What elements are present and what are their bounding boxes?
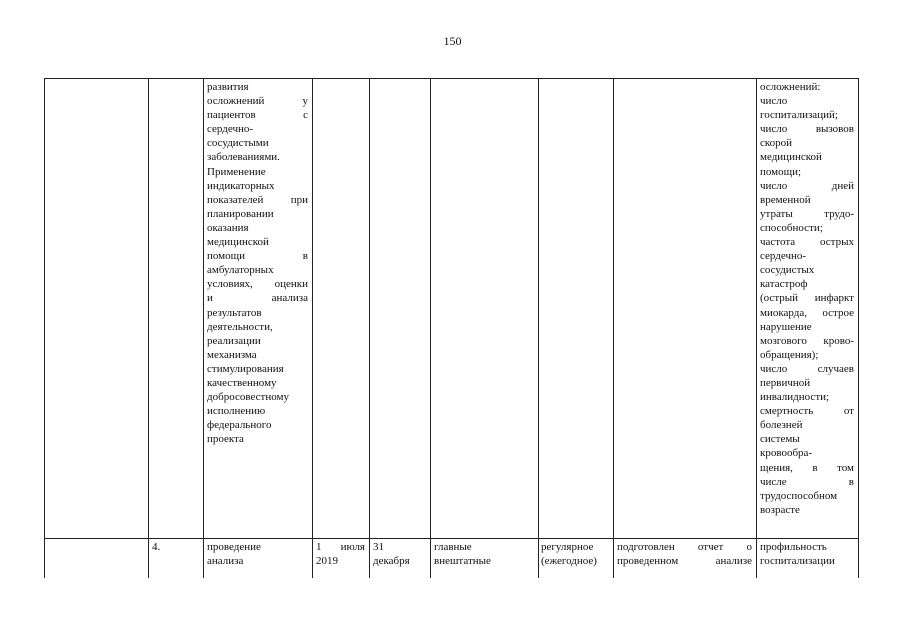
col-border-5 <box>430 78 431 578</box>
word: анализа <box>271 292 308 305</box>
col-border-right <box>858 78 859 578</box>
text-line <box>760 432 854 446</box>
word: от <box>843 405 854 418</box>
word: главные <box>434 541 472 553</box>
word: сосудистыми <box>207 137 269 150</box>
word: Применение <box>207 165 266 178</box>
word: в <box>812 461 818 474</box>
word: регулярное <box>541 541 594 553</box>
text-line <box>316 540 365 554</box>
word: сердечно- <box>207 123 254 136</box>
word: медицинской <box>760 151 822 164</box>
word: планировании <box>207 207 274 220</box>
text-line <box>760 150 854 164</box>
word: отчет <box>697 541 724 553</box>
word: число <box>760 362 788 375</box>
text-line <box>760 320 854 334</box>
text-line <box>541 554 610 568</box>
text-line <box>207 277 308 291</box>
text-line <box>760 489 854 503</box>
text-line <box>207 221 308 235</box>
text-line <box>207 390 308 404</box>
frequency-cell <box>541 540 610 568</box>
text-line <box>760 376 854 390</box>
word: числе <box>760 475 787 488</box>
word: инвалидности; <box>760 391 830 404</box>
text-line <box>760 540 854 554</box>
start-date-cell <box>316 540 365 568</box>
text-line <box>760 136 854 150</box>
word: помощи <box>207 250 245 263</box>
word: число <box>760 123 788 136</box>
text-line <box>373 540 426 554</box>
word: крово- <box>823 334 854 347</box>
word: первичной <box>760 376 811 389</box>
word: индикаторных <box>207 179 275 192</box>
word: пациентов <box>207 109 256 122</box>
word: о <box>746 541 752 553</box>
word: утраты <box>760 207 793 220</box>
text-line <box>760 362 854 376</box>
word: у <box>302 95 308 108</box>
text-line <box>207 249 308 263</box>
word: нарушение <box>760 320 812 333</box>
text-line <box>207 179 308 193</box>
text-line <box>207 291 308 305</box>
word: (ежегодное) <box>541 555 597 568</box>
text-line <box>207 404 308 418</box>
table-top-border <box>44 78 858 79</box>
text-line <box>760 249 854 263</box>
text-line <box>207 80 308 94</box>
word: медицинской <box>207 236 269 249</box>
word: профильность <box>760 541 827 553</box>
text-line <box>207 165 308 179</box>
word: острое <box>822 306 854 319</box>
text-line <box>207 432 308 446</box>
text-line <box>760 348 854 362</box>
word: способности; <box>760 221 823 234</box>
word: случаев <box>817 362 854 375</box>
col-border-3 <box>312 78 313 578</box>
word: механизма <box>207 348 257 361</box>
col-border-4 <box>369 78 370 578</box>
word: качественному <box>207 376 277 389</box>
word: реализации <box>207 334 261 347</box>
word: анализе <box>715 555 752 568</box>
text-line <box>207 334 308 348</box>
text-line <box>207 235 308 249</box>
page-number: 150 <box>443 34 462 48</box>
text-line <box>760 80 854 94</box>
word: болезней <box>760 419 803 432</box>
text-line <box>760 179 854 193</box>
text-line <box>760 263 854 277</box>
col-border-left <box>44 78 45 578</box>
word: исполнению <box>207 405 266 418</box>
text-line <box>760 554 854 568</box>
word: 2019 <box>316 555 338 568</box>
measure-description-cell <box>207 80 308 446</box>
word: возрасте <box>760 503 800 516</box>
text-line <box>207 94 308 108</box>
text-line <box>760 193 854 207</box>
word: дней <box>831 179 854 192</box>
word: федерального <box>207 419 272 432</box>
text-line <box>207 136 308 150</box>
text-line <box>760 108 854 122</box>
word: том <box>837 461 854 474</box>
word: число <box>760 179 788 192</box>
col-border-6 <box>538 78 539 578</box>
text-line <box>760 390 854 404</box>
word: добросовестному <box>207 391 289 404</box>
measure-cell <box>207 540 308 568</box>
word: помощи; <box>760 165 802 178</box>
text-line <box>207 207 308 221</box>
word: проекта <box>207 433 244 446</box>
word: и <box>207 292 213 305</box>
word: стимулирования <box>207 362 284 375</box>
word: показателей <box>207 193 264 206</box>
row-number-cell <box>152 540 160 554</box>
word: внештатные <box>434 555 491 568</box>
word: заболеваниями. <box>207 151 280 164</box>
word: мозгового <box>760 334 807 347</box>
word: трудо- <box>824 207 854 220</box>
word: результатов <box>207 306 262 319</box>
text-line <box>760 306 854 320</box>
text-line <box>760 461 854 475</box>
word: (острый <box>760 292 799 305</box>
word: проведение <box>207 541 261 553</box>
word: системы <box>760 433 800 446</box>
word: сердечно- <box>760 250 807 263</box>
word: в <box>848 475 854 488</box>
text-line <box>760 404 854 418</box>
word: с <box>303 109 308 122</box>
text-line <box>207 306 308 320</box>
word: декабря <box>373 555 410 568</box>
result-cell <box>617 540 752 568</box>
text-line <box>434 554 534 568</box>
text-line <box>760 277 854 291</box>
text-line <box>207 348 308 362</box>
text-line <box>207 108 308 122</box>
word: скорой <box>760 137 793 150</box>
word: вызовов <box>815 123 854 136</box>
text-line <box>760 418 854 432</box>
text-line <box>760 291 854 305</box>
indicator-cell <box>760 80 854 517</box>
text-line <box>541 540 610 554</box>
text-line <box>760 475 854 489</box>
text-line <box>617 540 752 554</box>
word: в <box>302 250 308 263</box>
word: острых <box>820 236 854 249</box>
text-line <box>207 540 308 554</box>
text-line <box>207 362 308 376</box>
text-line <box>207 376 308 390</box>
text-line <box>760 207 854 221</box>
text-line <box>760 446 854 460</box>
word: подготовлен <box>617 541 675 553</box>
word: условиях, <box>207 278 253 291</box>
word: частота <box>760 236 796 249</box>
word: госпитализации <box>760 555 835 568</box>
word: кровообра- <box>760 447 813 460</box>
word: амбулаторных <box>207 264 274 277</box>
text-line <box>316 554 365 568</box>
word: при <box>290 193 308 206</box>
text-line <box>760 235 854 249</box>
text-line <box>207 193 308 207</box>
text-line <box>760 503 854 517</box>
word: деятельности, <box>207 320 273 333</box>
word: временной <box>760 193 811 206</box>
word: осложнений: <box>760 81 821 93</box>
text-line <box>760 122 854 136</box>
text-line <box>760 221 854 235</box>
word: оказания <box>207 221 249 234</box>
responsible-cell <box>434 540 534 568</box>
text-line <box>760 94 854 108</box>
indicator-cell-row4 <box>760 540 854 568</box>
text-line <box>207 320 308 334</box>
word: инфаркт <box>814 292 854 305</box>
text-line <box>434 540 534 554</box>
word: катастроф <box>760 278 808 291</box>
text-line <box>617 554 752 568</box>
col-border-8 <box>756 78 757 578</box>
word: госпитализаций; <box>760 109 838 122</box>
text-line <box>207 263 308 277</box>
row-separator <box>44 538 858 539</box>
text-line <box>207 150 308 164</box>
col-border-1 <box>148 78 149 578</box>
text-line <box>373 554 426 568</box>
text-line <box>207 554 308 568</box>
row-number: 4. <box>152 541 161 553</box>
word: миокарда, <box>760 306 807 319</box>
col-border-7 <box>613 78 614 578</box>
word: число <box>760 95 788 108</box>
word: щения, <box>760 461 793 474</box>
text-line <box>207 418 308 432</box>
text-line <box>760 165 854 179</box>
word: сосудистых <box>760 264 815 277</box>
word: 31 <box>373 541 384 553</box>
word: обращения); <box>760 348 819 361</box>
word: трудоспособном <box>760 489 838 502</box>
end-date-cell <box>373 540 426 568</box>
word: 1 <box>316 541 322 553</box>
word: анализа <box>207 555 244 568</box>
col-border-2 <box>203 78 204 578</box>
word: проведенном <box>617 555 679 568</box>
word: смертность <box>760 405 814 418</box>
text-line <box>207 122 308 136</box>
word: осложнений <box>207 95 265 108</box>
text-line <box>760 334 854 348</box>
word: июля <box>340 541 365 553</box>
word: развития <box>207 81 249 93</box>
word: оценки <box>274 278 308 291</box>
